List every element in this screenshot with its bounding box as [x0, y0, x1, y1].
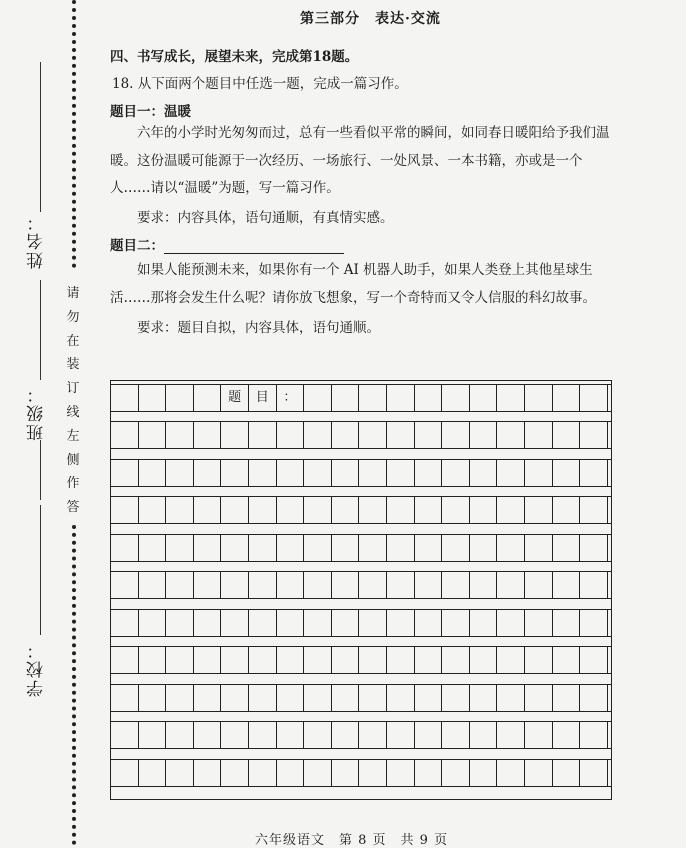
- grid-cell[interactable]: [166, 535, 194, 561]
- grid-cell[interactable]: [277, 572, 305, 598]
- grid-cell[interactable]: [580, 610, 608, 636]
- grid-cell[interactable]: [304, 422, 332, 448]
- grid-cell[interactable]: [359, 610, 387, 636]
- grid-cell[interactable]: [525, 460, 553, 486]
- grid-row[interactable]: [111, 384, 611, 412]
- grid-cell[interactable]: [470, 385, 498, 411]
- grid-cell[interactable]: [470, 722, 498, 748]
- grid-cell[interactable]: [194, 685, 222, 711]
- grid-cell[interactable]: [525, 497, 553, 523]
- grid-cell[interactable]: [194, 422, 222, 448]
- grid-cell[interactable]: [442, 535, 470, 561]
- grid-cell[interactable]: [553, 647, 581, 673]
- topic1-title: 题目一：温暖: [110, 104, 191, 120]
- page-footer: 六年级语文 第 8 页 共 9 页: [255, 833, 449, 848]
- grid-cell[interactable]: [580, 497, 608, 523]
- grid-cell[interactable]: 目: [249, 385, 277, 411]
- grid-cell[interactable]: [249, 685, 277, 711]
- grid-cell[interactable]: [359, 497, 387, 523]
- grid-cell[interactable]: [442, 422, 470, 448]
- grid-cell[interactable]: [249, 460, 277, 486]
- grid-cell[interactable]: [525, 760, 553, 786]
- grid-cell[interactable]: [497, 497, 525, 523]
- grid-cell[interactable]: [525, 685, 553, 711]
- grid-cell[interactable]: [553, 572, 581, 598]
- grid-cell[interactable]: [470, 685, 498, 711]
- grid-cell[interactable]: [553, 422, 581, 448]
- grid-cell[interactable]: [525, 572, 553, 598]
- grid-cell[interactable]: [166, 722, 194, 748]
- grid-cell[interactable]: [497, 610, 525, 636]
- topic2-requirement: 要求：题目自拟，内容具体，语句通顺。: [137, 320, 380, 336]
- binding-notice-char: 在: [66, 333, 80, 349]
- class-label: 班级：: [27, 384, 47, 441]
- grid-cell[interactable]: [221, 610, 249, 636]
- grid-cell[interactable]: [111, 647, 139, 673]
- grid-cell[interactable]: [415, 647, 443, 673]
- binding-dotted-line-bottom: [72, 525, 76, 845]
- grid-cell[interactable]: [139, 497, 167, 523]
- grid-cell[interactable]: [304, 535, 332, 561]
- grid-cell[interactable]: [470, 610, 498, 636]
- grid-cell[interactable]: [332, 572, 360, 598]
- grid-cell[interactable]: [442, 647, 470, 673]
- grid-cell[interactable]: [387, 685, 415, 711]
- grid-cell[interactable]: [304, 722, 332, 748]
- topic1-requirement: 要求：内容具体，语句通顺，有真情实感。: [137, 210, 394, 226]
- grid-cell[interactable]: [332, 722, 360, 748]
- grid-cell[interactable]: [277, 647, 305, 673]
- grid-cell[interactable]: [194, 535, 222, 561]
- grid-cell[interactable]: [553, 610, 581, 636]
- grid-cell[interactable]: [332, 647, 360, 673]
- grid-cell[interactable]: [387, 422, 415, 448]
- grid-cell[interactable]: [497, 422, 525, 448]
- grid-cell[interactable]: [111, 572, 139, 598]
- name-label: 姓名：: [27, 212, 47, 269]
- grid-cell[interactable]: [249, 535, 277, 561]
- grid-cell[interactable]: [553, 460, 581, 486]
- grid-cell[interactable]: [249, 760, 277, 786]
- grid-cell[interactable]: [332, 497, 360, 523]
- grid-cell[interactable]: [497, 722, 525, 748]
- grid-cell[interactable]: [277, 685, 305, 711]
- grid-row[interactable]: [111, 609, 611, 637]
- grid-cell[interactable]: [166, 685, 194, 711]
- grid-cell[interactable]: [139, 572, 167, 598]
- grid-row[interactable]: [111, 721, 611, 749]
- grid-cell[interactable]: [580, 460, 608, 486]
- grid-cell[interactable]: [277, 497, 305, 523]
- grid-row[interactable]: [111, 759, 611, 787]
- class-underline: [40, 280, 41, 380]
- binding-notice-char: 订: [66, 381, 80, 397]
- grid-cell[interactable]: [442, 460, 470, 486]
- grid-cell[interactable]: [580, 572, 608, 598]
- grid-cell[interactable]: [359, 422, 387, 448]
- grid-cell[interactable]: [111, 610, 139, 636]
- grid-cell[interactable]: [359, 572, 387, 598]
- grid-cell[interactable]: [525, 647, 553, 673]
- binding-dotted-line-top: [72, 0, 76, 268]
- grid-cell[interactable]: [525, 422, 553, 448]
- grid-row[interactable]: [111, 571, 611, 599]
- grid-cell[interactable]: [387, 647, 415, 673]
- grid-cell[interactable]: [304, 760, 332, 786]
- grid-cell[interactable]: [332, 460, 360, 486]
- grid-cell[interactable]: [111, 760, 139, 786]
- grid-cell[interactable]: [553, 722, 581, 748]
- grid-cell[interactable]: [304, 610, 332, 636]
- grid-row[interactable]: [111, 459, 611, 487]
- grid-cell[interactable]: [442, 610, 470, 636]
- grid-cell[interactable]: [470, 572, 498, 598]
- grid-cell[interactable]: [415, 610, 443, 636]
- grid-cell[interactable]: [194, 460, 222, 486]
- grid-cell[interactable]: [359, 685, 387, 711]
- grid-cell[interactable]: [111, 497, 139, 523]
- grid-cell[interactable]: [442, 760, 470, 786]
- grid-cell[interactable]: [497, 760, 525, 786]
- grid-cell[interactable]: [525, 722, 553, 748]
- grid-cell[interactable]: [497, 647, 525, 673]
- grid-cell[interactable]: [304, 497, 332, 523]
- grid-cell[interactable]: [139, 722, 167, 748]
- grid-cell[interactable]: [359, 385, 387, 411]
- grid-cell[interactable]: [525, 385, 553, 411]
- grid-cell[interactable]: [166, 647, 194, 673]
- grid-cell[interactable]: [497, 685, 525, 711]
- grid-cell[interactable]: [470, 460, 498, 486]
- binding-notice-char: 装: [66, 357, 80, 373]
- grid-cell[interactable]: [139, 685, 167, 711]
- grid-row[interactable]: [111, 646, 611, 674]
- grid-cell[interactable]: [415, 460, 443, 486]
- grid-cell[interactable]: [304, 685, 332, 711]
- grid-cell[interactable]: [111, 422, 139, 448]
- grid-cell[interactable]: [166, 572, 194, 598]
- grid-cell[interactable]: [139, 460, 167, 486]
- grid-cell[interactable]: [359, 647, 387, 673]
- grid-cell[interactable]: [497, 385, 525, 411]
- grid-cell[interactable]: [387, 535, 415, 561]
- topic2-title: 题目二：: [110, 238, 164, 254]
- grid-cell[interactable]: [442, 722, 470, 748]
- grid-cell[interactable]: [415, 760, 443, 786]
- grid-cell[interactable]: [442, 497, 470, 523]
- grid-row[interactable]: [111, 684, 611, 712]
- grid-cell[interactable]: [525, 535, 553, 561]
- grid-cell[interactable]: [277, 460, 305, 486]
- grid-cell[interactable]: [221, 422, 249, 448]
- grid-cell[interactable]: [166, 460, 194, 486]
- grid-cell[interactable]: [221, 535, 249, 561]
- grid-cell[interactable]: [194, 572, 222, 598]
- grid-cell[interactable]: [139, 422, 167, 448]
- grid-cell[interactable]: [580, 385, 608, 411]
- grid-cell[interactable]: [580, 647, 608, 673]
- grid-cell[interactable]: [249, 422, 277, 448]
- binding-notice-char: 线: [66, 404, 80, 420]
- grid-cell[interactable]: [139, 535, 167, 561]
- grid-cell[interactable]: [111, 535, 139, 561]
- section-heading: 四、书写成长，展望未来，完成第18题。: [110, 49, 359, 65]
- topic2-body: 如果人能预测未来，如果你有一个 AI 机器人助手，如果人类登上其他星球生活……那将会发生什么呢？请你放飞想象，写一个奇特而又令人信服的科幻故事。: [110, 262, 596, 306]
- grid-cell[interactable]: [580, 422, 608, 448]
- grid-cell[interactable]: [359, 760, 387, 786]
- grid-cell[interactable]: [332, 685, 360, 711]
- grid-cell[interactable]: [580, 535, 608, 561]
- binding-notice-char: 作: [66, 476, 80, 492]
- grid-cell[interactable]: [580, 685, 608, 711]
- grid-cell[interactable]: [387, 497, 415, 523]
- grid-cell[interactable]: [442, 385, 470, 411]
- grid-cell[interactable]: [387, 385, 415, 411]
- grid-cell[interactable]: [387, 572, 415, 598]
- grid-cell[interactable]: [359, 722, 387, 748]
- grid-cell[interactable]: [497, 572, 525, 598]
- grid-cell[interactable]: [553, 760, 581, 786]
- binding-notice-char: 请: [66, 286, 80, 301]
- grid-cell[interactable]: [387, 760, 415, 786]
- name-underline: [40, 62, 41, 212]
- grid-row[interactable]: [111, 534, 611, 562]
- grid-cell[interactable]: [415, 385, 443, 411]
- grid-cell[interactable]: [277, 610, 305, 636]
- grid-cell[interactable]: [359, 460, 387, 486]
- grid-cell[interactable]: [332, 610, 360, 636]
- grid-cell[interactable]: [332, 422, 360, 448]
- grid-cell[interactable]: ：: [277, 385, 305, 411]
- grid-cell[interactable]: [442, 572, 470, 598]
- grid-cell[interactable]: [580, 760, 608, 786]
- grid-cell[interactable]: [387, 610, 415, 636]
- grid-cell[interactable]: [415, 422, 443, 448]
- grid-cell[interactable]: [139, 760, 167, 786]
- grid-cell[interactable]: [553, 497, 581, 523]
- grid-cell[interactable]: [139, 610, 167, 636]
- school-underline: [40, 505, 41, 635]
- grid-cell[interactable]: [387, 460, 415, 486]
- grid-cell[interactable]: [332, 760, 360, 786]
- grid-cell[interactable]: [221, 497, 249, 523]
- grid-cell[interactable]: [249, 647, 277, 673]
- class-underline-lower: [40, 440, 41, 500]
- grid-cell[interactable]: [194, 497, 222, 523]
- grid-cell[interactable]: [332, 385, 360, 411]
- grid-cell[interactable]: [166, 760, 194, 786]
- grid-cell[interactable]: [497, 535, 525, 561]
- grid-cell[interactable]: [553, 685, 581, 711]
- grid-cell[interactable]: [249, 610, 277, 636]
- grid-cell[interactable]: [415, 535, 443, 561]
- grid-cell[interactable]: [470, 422, 498, 448]
- grid-cell[interactable]: [166, 422, 194, 448]
- grid-cell[interactable]: [111, 722, 139, 748]
- topic2-title-row: [110, 234, 344, 254]
- grid-cell[interactable]: [166, 497, 194, 523]
- binding-notice-char: 侧: [66, 452, 80, 468]
- binding-notice-char: 答: [66, 500, 80, 516]
- grid-cell[interactable]: [111, 460, 139, 486]
- grid-cell[interactable]: [194, 385, 222, 411]
- grid-cell[interactable]: [470, 535, 498, 561]
- school-label: 学校：: [27, 640, 47, 697]
- grid-cell[interactable]: [249, 572, 277, 598]
- grid-cell[interactable]: [221, 460, 249, 486]
- grid-cell[interactable]: [277, 722, 305, 748]
- grid-row[interactable]: [111, 496, 611, 524]
- grid-cell[interactable]: [139, 647, 167, 673]
- binding-notice-char: 勿: [66, 309, 80, 325]
- binding-notice: [66, 282, 80, 520]
- grid-cell[interactable]: [194, 722, 222, 748]
- grid-cell[interactable]: [442, 685, 470, 711]
- grid-cell[interactable]: [139, 385, 167, 411]
- grid-cell[interactable]: [194, 760, 222, 786]
- topic1-body: 六年的小学时光匆匆而过，总有一些看似平常的瞬间，如同春日暖阳给予我们温暖。这份温暖可能源于一次经历、一场旅行、一处风景、一本书籍，亦或是一个人……请以“温暖”为题，写一篇习作。: [110, 125, 610, 196]
- grid-cell[interactable]: [304, 385, 332, 411]
- grid-cell[interactable]: [553, 535, 581, 561]
- grid-cell[interactable]: [304, 460, 332, 486]
- grid-cell[interactable]: [221, 685, 249, 711]
- grid-cell[interactable]: [553, 385, 581, 411]
- grid-cell[interactable]: [277, 422, 305, 448]
- grid-cell[interactable]: [387, 722, 415, 748]
- grid-cell[interactable]: [194, 610, 222, 636]
- grid-cell[interactable]: [415, 685, 443, 711]
- grid-cell[interactable]: [470, 497, 498, 523]
- grid-cell[interactable]: [111, 385, 139, 411]
- grid-cell[interactable]: [221, 760, 249, 786]
- grid-cell[interactable]: [221, 722, 249, 748]
- grid-cell[interactable]: 题: [221, 385, 249, 411]
- grid-cell[interactable]: [221, 647, 249, 673]
- grid-cell[interactable]: [470, 760, 498, 786]
- grid-cell[interactable]: [525, 610, 553, 636]
- section-title: 第三部分 表达·交流: [300, 11, 441, 27]
- binding-notice-char: 左: [66, 428, 80, 444]
- grid-cell[interactable]: [111, 685, 139, 711]
- grid-cell[interactable]: [415, 572, 443, 598]
- answer-grid[interactable]: [110, 380, 612, 800]
- grid-cell[interactable]: [470, 647, 498, 673]
- grid-row[interactable]: [111, 421, 611, 449]
- grid-cell[interactable]: [332, 535, 360, 561]
- grid-cell[interactable]: [277, 760, 305, 786]
- grid-cell[interactable]: [249, 497, 277, 523]
- grid-cell[interactable]: [497, 460, 525, 486]
- grid-cell[interactable]: [277, 535, 305, 561]
- grid-cell[interactable]: [221, 572, 249, 598]
- grid-cell[interactable]: [415, 722, 443, 748]
- grid-cell[interactable]: [580, 722, 608, 748]
- topic2-blank: [164, 239, 344, 254]
- grid-cell[interactable]: [304, 572, 332, 598]
- grid-cell[interactable]: [194, 647, 222, 673]
- grid-cell[interactable]: [415, 497, 443, 523]
- grid-cell[interactable]: [249, 722, 277, 748]
- grid-cell[interactable]: [359, 535, 387, 561]
- question-text: 18. 从下面两个题目中任选一题，完成一篇习作。: [112, 76, 408, 92]
- grid-cell[interactable]: [304, 647, 332, 673]
- grid-cell[interactable]: [166, 610, 194, 636]
- grid-cell[interactable]: [166, 385, 194, 411]
